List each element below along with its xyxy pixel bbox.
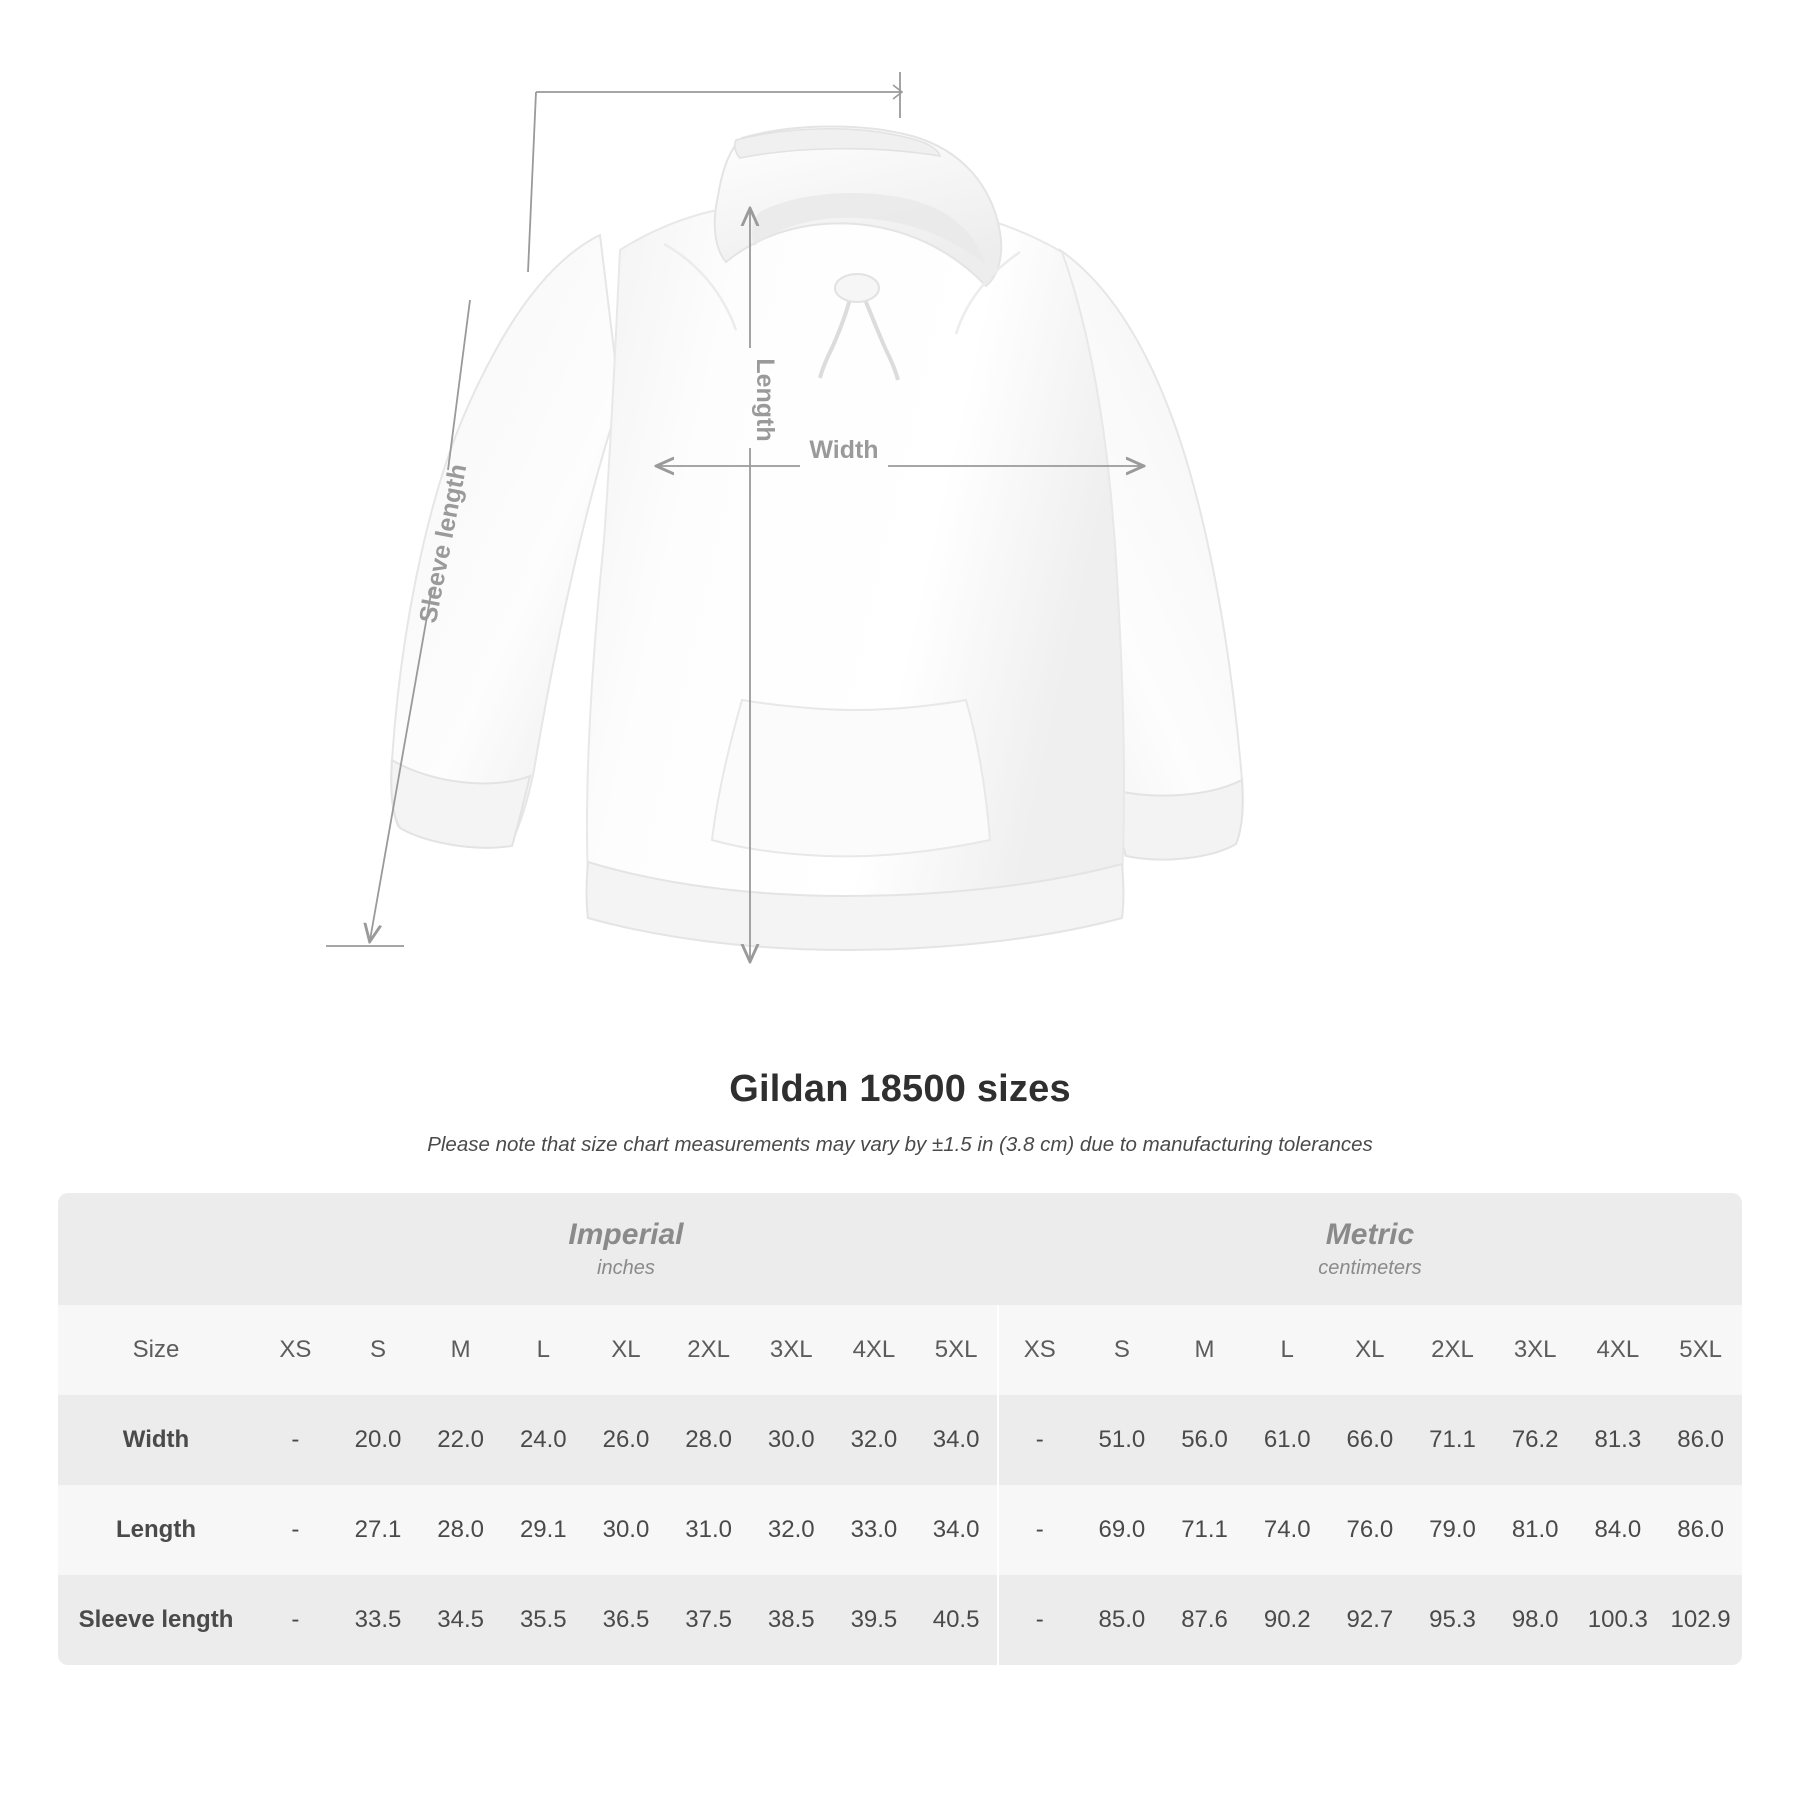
header-metric-4xl: 4XL <box>1577 1305 1660 1395</box>
header-imperial-4xl: 4XL <box>833 1305 916 1395</box>
cell-width-imperial-2xl: 28.0 <box>667 1395 750 1485</box>
cell-sleeve-metric-m: 87.6 <box>1163 1575 1246 1665</box>
cell-length-metric-xs: - <box>998 1485 1081 1575</box>
unit-group-metric-sub: centimeters <box>1318 1256 1422 1279</box>
size-table-wrap <box>58 1193 1742 1665</box>
cell-length-imperial-5xl: 34.0 <box>915 1485 998 1575</box>
cell-length-metric-xl: 76.0 <box>1329 1485 1412 1575</box>
cell-sleeve-metric-5xl: 102.9 <box>1659 1575 1742 1665</box>
unit-header-spacer <box>58 1193 254 1305</box>
size-header-row <box>58 1305 1742 1395</box>
cell-length-metric-l: 74.0 <box>1246 1485 1329 1575</box>
label-length: Length <box>751 358 779 442</box>
cell-sleeve-imperial-xl: 36.5 <box>585 1575 668 1665</box>
unit-group-metric-name: Metric <box>1325 1218 1415 1252</box>
table-row <box>58 1575 1742 1665</box>
header-imperial-2xl: 2XL <box>667 1305 750 1395</box>
row-label-length: Length <box>58 1485 254 1575</box>
unit-group-metric <box>998 1193 1742 1305</box>
cell-sleeve-metric-2xl: 95.3 <box>1411 1575 1494 1665</box>
cell-sleeve-metric-s: 85.0 <box>1081 1575 1164 1665</box>
title-block <box>0 1068 1800 1157</box>
cell-length-imperial-s: 27.1 <box>337 1485 420 1575</box>
header-metric-xs: XS <box>998 1305 1081 1395</box>
cell-width-imperial-5xl: 34.0 <box>915 1395 998 1485</box>
cell-width-metric-m: 56.0 <box>1163 1395 1246 1485</box>
row-label-width: Width <box>58 1395 254 1485</box>
cell-sleeve-metric-xs: - <box>998 1575 1081 1665</box>
page-title: Gildan 18500 sizes <box>729 1068 1071 1110</box>
cell-sleeve-imperial-3xl: 38.5 <box>750 1575 833 1665</box>
header-imperial-s: S <box>337 1305 420 1395</box>
cell-length-metric-s: 69.0 <box>1081 1485 1164 1575</box>
cell-width-metric-xs: - <box>998 1395 1081 1485</box>
header-imperial-5xl: 5XL <box>915 1305 998 1395</box>
cell-length-imperial-xs: - <box>254 1485 337 1575</box>
cell-width-metric-4xl: 81.3 <box>1577 1395 1660 1485</box>
cell-length-metric-2xl: 79.0 <box>1411 1485 1494 1575</box>
table-row <box>58 1485 1742 1575</box>
header-metric-xl: XL <box>1329 1305 1412 1395</box>
cell-width-metric-3xl: 76.2 <box>1494 1395 1577 1485</box>
cell-length-imperial-3xl: 32.0 <box>750 1485 833 1575</box>
header-imperial-m: M <box>419 1305 502 1395</box>
tolerance-note: Please note that size chart measurements may vary by ±1.5 in (3.8 cm) due to manufacturing tolerances <box>427 1133 1373 1156</box>
cell-length-metric-4xl: 84.0 <box>1577 1485 1660 1575</box>
cell-width-imperial-4xl: 32.0 <box>833 1395 916 1485</box>
unit-group-imperial <box>254 1193 998 1305</box>
cell-sleeve-imperial-xs: - <box>254 1575 337 1665</box>
unit-group-imperial-name: Imperial <box>568 1218 684 1252</box>
row-label-sleeve-length: Sleeve length <box>58 1575 254 1665</box>
cell-length-imperial-4xl: 33.0 <box>833 1485 916 1575</box>
unit-header-row <box>58 1193 1742 1305</box>
cell-width-imperial-xl: 26.0 <box>585 1395 668 1485</box>
cell-width-imperial-l: 24.0 <box>502 1395 585 1485</box>
cell-length-imperial-2xl: 31.0 <box>667 1485 750 1575</box>
cell-sleeve-imperial-5xl: 40.5 <box>915 1575 998 1665</box>
header-imperial-xs: XS <box>254 1305 337 1395</box>
size-table <box>58 1193 1742 1665</box>
cell-sleeve-metric-3xl: 98.0 <box>1494 1575 1577 1665</box>
header-metric-2xl: 2XL <box>1411 1305 1494 1395</box>
cell-sleeve-imperial-4xl: 39.5 <box>833 1575 916 1665</box>
cell-length-imperial-m: 28.0 <box>419 1485 502 1575</box>
cell-width-metric-s: 51.0 <box>1081 1395 1164 1485</box>
cell-sleeve-imperial-2xl: 37.5 <box>667 1575 750 1665</box>
header-metric-5xl: 5XL <box>1659 1305 1742 1395</box>
cell-width-imperial-xs: - <box>254 1395 337 1485</box>
header-imperial-xl: XL <box>585 1305 668 1395</box>
header-imperial-3xl: 3XL <box>750 1305 833 1395</box>
hoodie-garment <box>391 126 1243 950</box>
header-imperial-l: L <box>502 1305 585 1395</box>
header-size-label: Size <box>58 1305 254 1395</box>
label-width: Width <box>809 436 879 464</box>
cell-width-metric-l: 61.0 <box>1246 1395 1329 1485</box>
cell-width-imperial-3xl: 30.0 <box>750 1395 833 1485</box>
unit-group-imperial-sub: inches <box>597 1256 655 1279</box>
cell-width-metric-xl: 66.0 <box>1329 1395 1412 1485</box>
label-sleeve-length: Sleeve length <box>414 461 473 626</box>
cell-sleeve-imperial-s: 33.5 <box>337 1575 420 1665</box>
cell-length-imperial-xl: 30.0 <box>585 1485 668 1575</box>
header-metric-3xl: 3XL <box>1494 1305 1577 1395</box>
cell-width-metric-5xl: 86.0 <box>1659 1395 1742 1485</box>
cell-length-metric-m: 71.1 <box>1163 1485 1246 1575</box>
cell-sleeve-imperial-l: 35.5 <box>502 1575 585 1665</box>
cell-sleeve-metric-4xl: 100.3 <box>1577 1575 1660 1665</box>
header-metric-l: L <box>1246 1305 1329 1395</box>
cell-width-imperial-m: 22.0 <box>419 1395 502 1485</box>
cell-width-metric-2xl: 71.1 <box>1411 1395 1494 1485</box>
cell-width-imperial-s: 20.0 <box>337 1395 420 1485</box>
table-row <box>58 1395 1742 1485</box>
cell-length-metric-3xl: 81.0 <box>1494 1485 1577 1575</box>
header-metric-m: M <box>1163 1305 1246 1395</box>
cell-sleeve-metric-l: 90.2 <box>1246 1575 1329 1665</box>
cell-sleeve-imperial-m: 34.5 <box>419 1575 502 1665</box>
cell-length-imperial-l: 29.1 <box>502 1485 585 1575</box>
cell-sleeve-metric-xl: 92.7 <box>1329 1575 1412 1665</box>
cell-length-metric-5xl: 86.0 <box>1659 1485 1742 1575</box>
header-metric-s: S <box>1081 1305 1164 1395</box>
